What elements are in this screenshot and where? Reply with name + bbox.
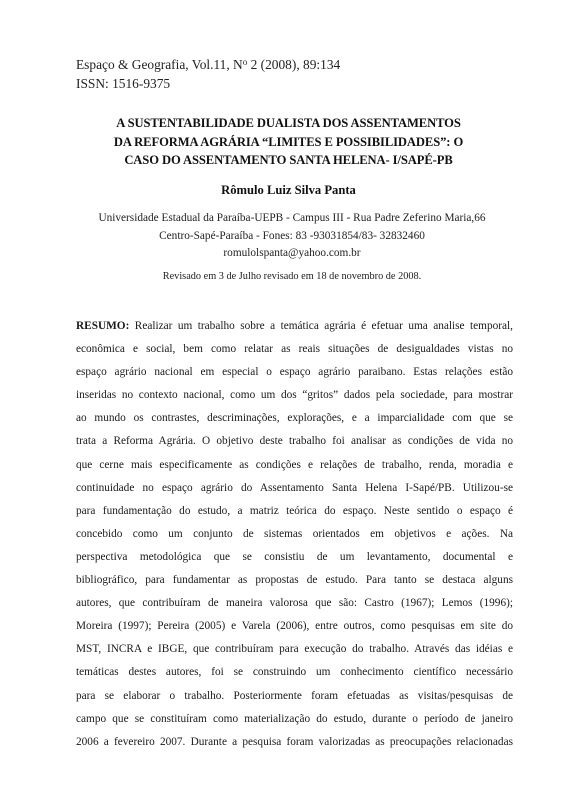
abstract-line: 2006 a fevereiro 2007. Durante a pesquisa foram valorizadas as preocupações relacionadas	[76, 735, 513, 748]
journal-issn: ISSN: 1516-9375	[76, 76, 171, 91]
affiliation-line: Universidade Estadual da Paraíba-UEPB - Campus III - Rua Padre Zeferino Maria,66	[98, 212, 486, 224]
title-line: A SUSTENTABILIDADE DUALISTA DOS ASSENTAMENTOS	[116, 116, 461, 130]
abstract-line: perspectiva metodológica que se consistiu de um levantamento, documental e	[76, 550, 513, 563]
abstract-line: continuidade no espaço agrário do Assentamento Santa Helena I-Sapé/PB. Utilizou-se	[76, 481, 513, 494]
abstract-line: ao mundo os contrastes, descriminações, explorações, e a imparcialidade com que se	[76, 412, 513, 425]
abstract-line: concebido como um conjunto de sistemas orientados em objetivos e ações. Na	[76, 527, 513, 540]
abstract-line: espaço agrário nacional em especial o espaço agrário paraibano. Estas relações estão	[76, 366, 513, 379]
abstract-label: RESUMO:	[76, 320, 130, 332]
abstract-line: MST, INCRA e IBGE, que contribuíram para execução do trabalho. Através das idéias e	[76, 643, 513, 656]
abstract-line: que cerne mais especificamente as condições e relações de trabalho, renda, moradia e	[76, 458, 513, 471]
abstract-line: para se elaborar o trabalho. Posteriormente foram efetuadas as visitas/pesquisas de	[76, 689, 513, 702]
author-email: romulolspanta@yahoo.com.br	[223, 247, 361, 259]
author-name: Rômulo Luiz Silva Panta	[221, 183, 356, 197]
abstract-line: bibliográfico, para fundamentar as propostas de estudo. Para tanto se destaca alguns	[76, 574, 513, 587]
journal-citation-sup: o	[242, 57, 248, 67]
abstract-line: econômica e social, bem como relatar as reais situações de desigualdades vistas no	[76, 343, 513, 356]
revision-note: Revisado em 3 de Julho revisado em 18 de novembro de 2008.	[162, 271, 422, 282]
affiliation-line: Centro-Sapé-Paraíba - Fones: 83 -93031854/83- 32832460	[159, 229, 425, 242]
abstract	[76, 315, 513, 754]
abstract-line: inseridas no contexto nacional, como um dos “gritos” dados pela sociedade, para mostrar	[76, 389, 513, 402]
journal-citation	[76, 53, 340, 74]
abstract-line: trata a Reforma Agrária. O objetivo deste trabalho foi analisar as condições de vida no	[76, 435, 513, 448]
abstract-line	[76, 315, 513, 338]
abstract-first-line: Realizar um trabalho sobre a temática agrária é efetuar uma analise temporal,	[129, 320, 513, 332]
abstract-line: campo que se constituíram como materialização do estudo, durante o período de janeiro	[76, 712, 513, 725]
paper-title	[68, 114, 509, 170]
journal-header	[76, 53, 340, 93]
abstract-line: temáticas destes autores, foi se construindo um conhecimento científico necessário	[76, 666, 513, 679]
abstract-line: Moreira (1997); Pereira (2005) e Varela (2006), entre outros, como pesquisas em site do	[76, 620, 513, 633]
title-line: DA REFORMA AGRÁRIA “LIMITES E POSSIBILIDADES”: O	[113, 134, 464, 149]
abstract-line: para fundamentação do estudo, a matriz teórica do espaço. Neste sentido o espaço é	[76, 504, 513, 517]
author-affiliation	[60, 210, 524, 263]
journal-citation-suffix: 2 (2008), 89:134	[247, 57, 341, 72]
title-line: CASO DO ASSENTAMENTO SANTA HELENA- I/SAPÉ-PB	[124, 153, 453, 167]
abstract-line: autores, que contribuíram de maneira valorosa que são: Castro (1967); Lemos (1996);	[76, 597, 513, 610]
journal-citation-prefix: Espaço & Geografia, Vol.11, N	[76, 57, 243, 72]
